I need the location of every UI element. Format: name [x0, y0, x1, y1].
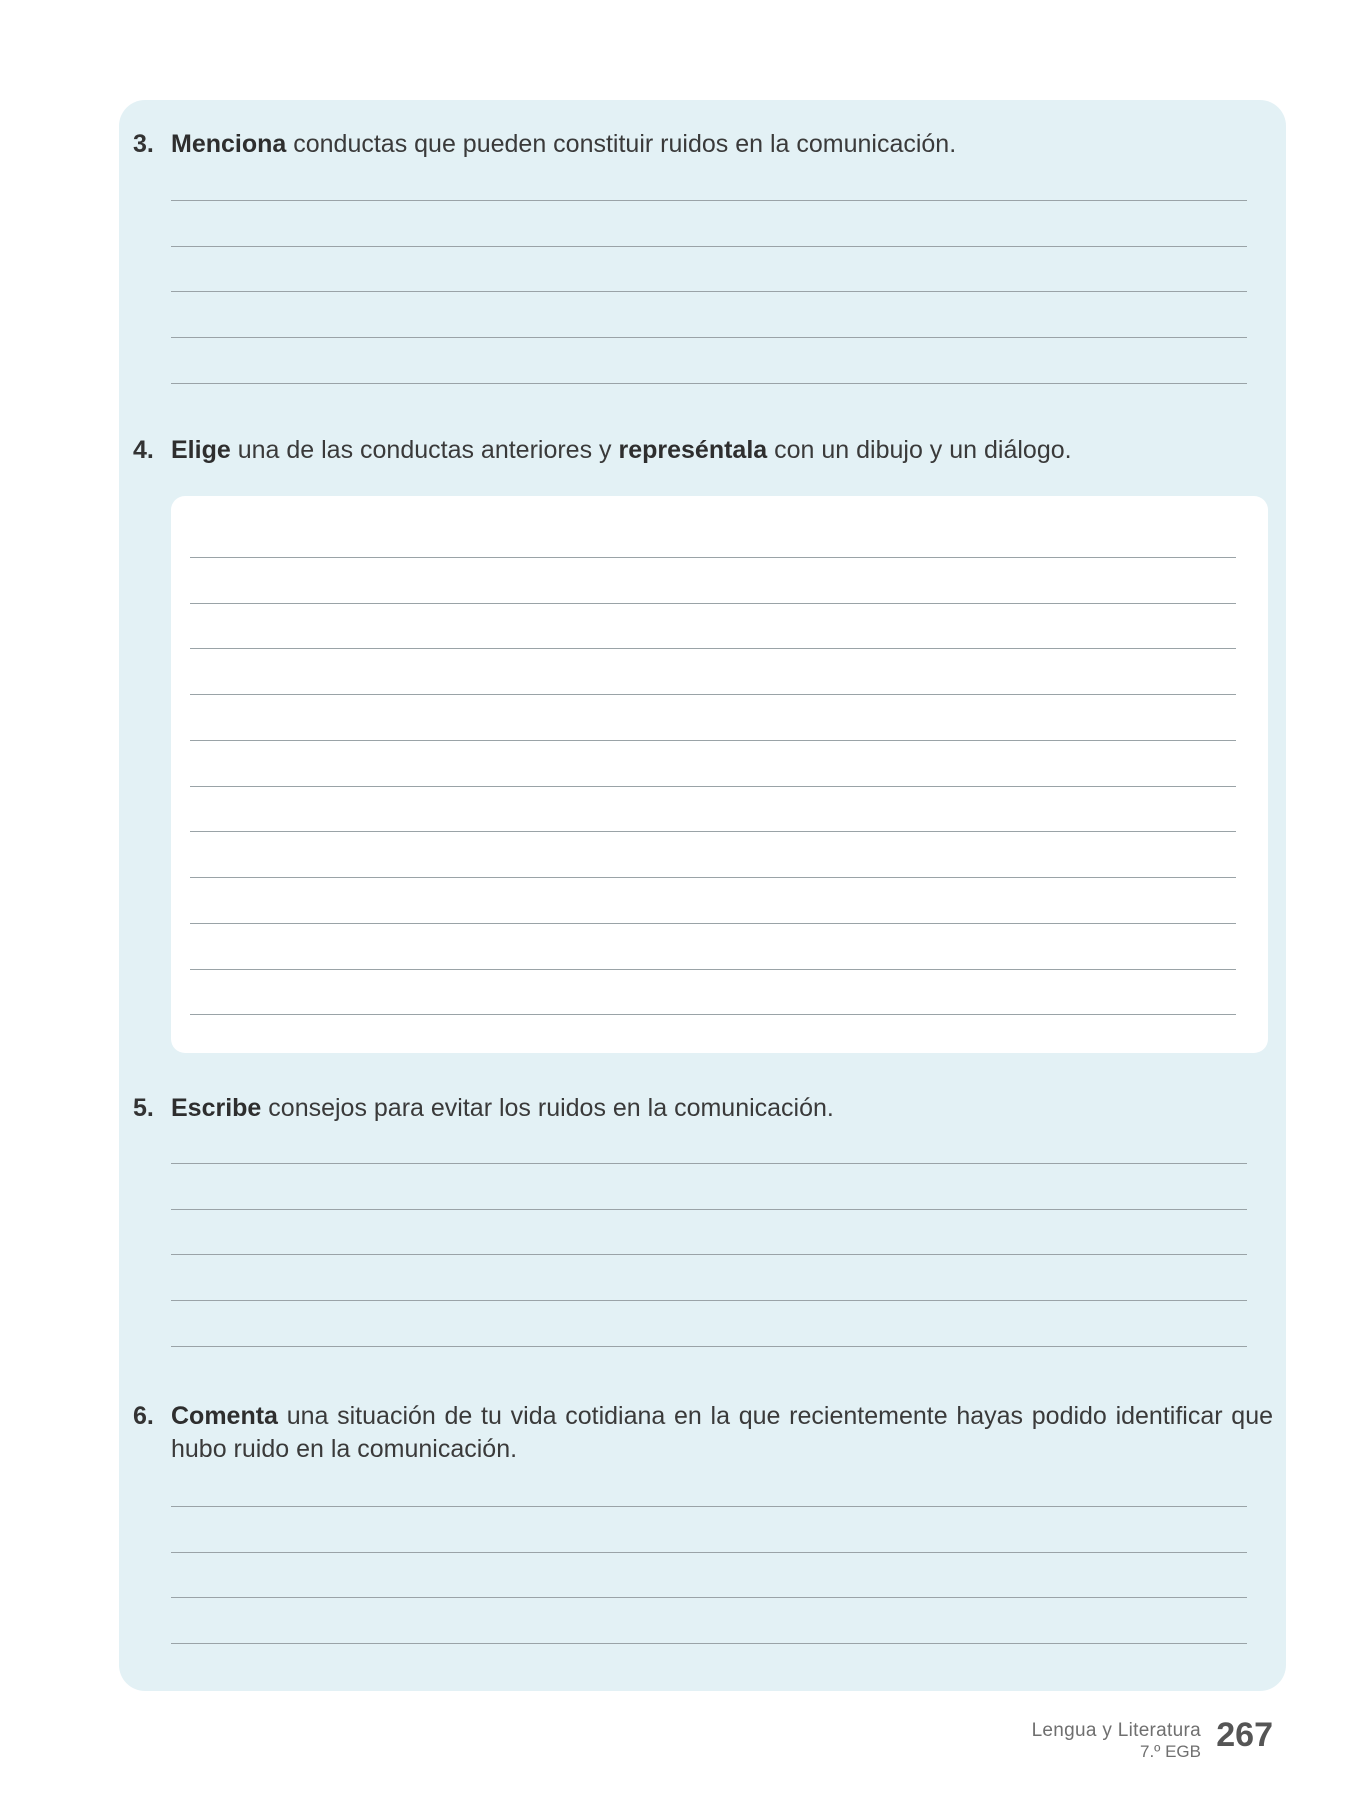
answer-lines-4[interactable] — [190, 496, 1236, 1053]
answer-line[interactable] — [171, 1300, 1247, 1301]
question-text-rest: una de las conductas anteriores y — [230, 436, 619, 464]
answer-line[interactable] — [171, 1163, 1247, 1164]
drawing-dialogue-box[interactable] — [171, 496, 1268, 1053]
answer-line[interactable] — [171, 1209, 1247, 1210]
answer-line[interactable] — [171, 291, 1247, 292]
answer-line[interactable] — [171, 1346, 1247, 1347]
question-text — [171, 434, 1273, 467]
question-verb: Elige — [171, 436, 231, 464]
answer-line[interactable] — [190, 923, 1236, 924]
question-verb: Menciona — [171, 130, 287, 158]
question-text — [171, 1400, 1273, 1466]
grade-label: 7.º EGB — [1139, 1742, 1201, 1761]
answer-line[interactable] — [171, 1643, 1247, 1644]
question-verb: Escribe — [171, 1094, 262, 1122]
answer-line[interactable] — [171, 1597, 1247, 1598]
question-number: 4. — [133, 436, 154, 464]
answer-line[interactable] — [190, 1014, 1236, 1015]
answer-line[interactable] — [190, 648, 1236, 649]
answer-line[interactable] — [190, 557, 1236, 558]
question-text — [171, 1092, 1273, 1125]
answer-line[interactable] — [190, 831, 1236, 832]
answer-line[interactable] — [190, 969, 1236, 970]
answer-line[interactable] — [171, 1552, 1247, 1553]
answer-line[interactable] — [171, 1254, 1247, 1255]
answer-line[interactable] — [190, 694, 1236, 695]
answer-line[interactable] — [171, 246, 1247, 247]
answer-line[interactable] — [171, 1506, 1247, 1507]
answer-line[interactable] — [190, 877, 1236, 878]
question-text — [171, 128, 1273, 161]
question-text-rest: una situación de tu vida cotidiana en la que recientemente hayas podido identificar que hubo ruido en la comunicación. — [171, 1402, 1273, 1463]
question-text-rest: conductas que pueden constituir ruidos en la comunicación. — [286, 130, 957, 158]
answer-line[interactable] — [171, 383, 1247, 384]
answer-line[interactable] — [190, 786, 1236, 787]
question-number: 5. — [133, 1094, 154, 1122]
question-number: 3. — [133, 130, 154, 158]
answer-line[interactable] — [171, 337, 1247, 338]
answer-line[interactable] — [171, 200, 1247, 201]
question-text-end: con un dibujo y un diálogo. — [767, 436, 1072, 464]
page-number: 267 — [1216, 1716, 1273, 1754]
question-verb: Comenta — [171, 1402, 278, 1430]
answer-line[interactable] — [190, 603, 1236, 604]
answer-line[interactable] — [190, 740, 1236, 741]
subject-label: Lengua y Literatura — [1031, 1720, 1201, 1741]
question-text-rest: consejos para evitar los ruidos en la comunicación. — [261, 1094, 834, 1122]
question-number: 6. — [133, 1402, 154, 1430]
question-verb-2: represéntala — [618, 436, 768, 464]
